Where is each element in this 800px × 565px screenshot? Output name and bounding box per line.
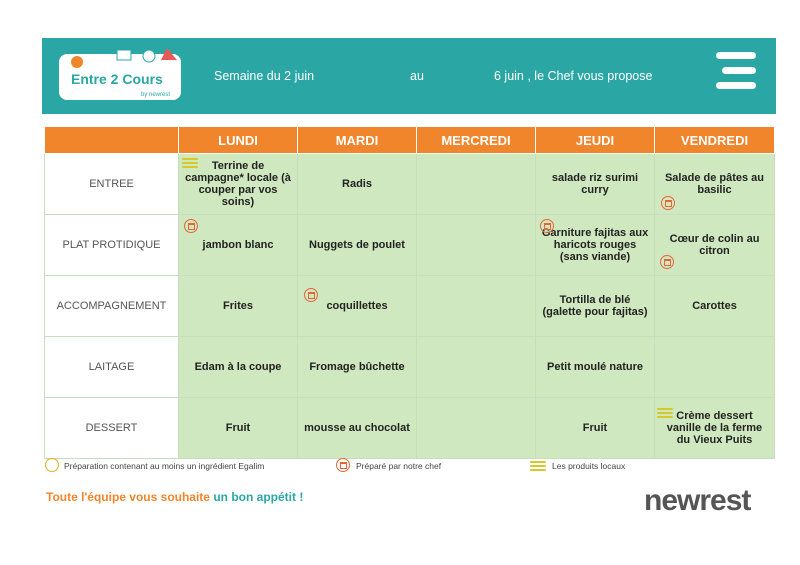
local-products-icon [530, 461, 546, 471]
dish-text: jambon blanc [202, 239, 274, 251]
dish-text: Garniture fajitas aux haricots rouges (sans viande) [541, 227, 649, 263]
dish-text: Terrine de campagne* locale (à couper par vos soins) [185, 160, 291, 208]
menu-cell [655, 398, 775, 459]
menu-cell: Frites [179, 276, 298, 337]
menu-cell [536, 215, 655, 276]
svg-text:by newrest: by newrest [141, 92, 171, 98]
menu-cell [298, 276, 417, 337]
menu-cell-empty [655, 337, 775, 398]
local-products-icon [657, 408, 673, 418]
day-header: LUNDI [179, 127, 298, 154]
legend-local: Les produits locaux [552, 461, 626, 471]
day-header: VENDREDI [655, 127, 775, 154]
dish-text: Salade de pâtes au basilic [664, 172, 765, 196]
week-au-text: au [410, 69, 424, 83]
row-label: LAITAGE [45, 337, 179, 398]
chef-icon [304, 288, 318, 302]
menu-cell: Tortilla de blé (galette pour fajitas) [536, 276, 655, 337]
newrest-logo: newrest [644, 484, 751, 517]
menu-cell-empty [417, 154, 536, 215]
week-end-text: 6 juin , le Chef vous propose [494, 69, 653, 83]
menu-cell: Carottes [655, 276, 775, 337]
menu-cell [179, 154, 298, 215]
menu-cell: salade riz surimi curry [536, 154, 655, 215]
dish-text: coquillettes [326, 300, 388, 312]
menu-lines-icon [716, 52, 760, 100]
menu-cell: Edam à la coupe [179, 337, 298, 398]
day-header: MERCREDI [417, 127, 536, 154]
menu-cell [655, 215, 775, 276]
corner-cell [45, 127, 179, 154]
menu-cell-empty [417, 215, 536, 276]
chef-icon [661, 196, 675, 210]
menu-cell: Radis [298, 154, 417, 215]
row-label: ENTREE [45, 154, 179, 215]
dish-text: Cœur de colin au citron [669, 233, 760, 257]
footer-text-orange: Toute l'équipe vous souhaite [46, 490, 210, 504]
chef-icon [540, 219, 554, 233]
chef-icon [336, 458, 350, 472]
menu-cell: mousse au chocolat [298, 398, 417, 459]
weekly-menu-table [44, 126, 775, 459]
menu-cell: Fruit [536, 398, 655, 459]
menu-cell [179, 215, 298, 276]
menu-row-dessert [45, 398, 775, 459]
chef-icon [660, 255, 674, 269]
day-header: MARDI [298, 127, 417, 154]
chef-icon [184, 219, 198, 233]
menu-cell: Nuggets de poulet [298, 215, 417, 276]
menu-cell-empty [417, 337, 536, 398]
menu-row-plat [45, 215, 775, 276]
menu-cell: Fromage bûchette [298, 337, 417, 398]
svg-text:Entre 2 Cours: Entre 2 Cours [71, 71, 163, 87]
week-start-text: Semaine du 2 juin [214, 69, 315, 83]
row-label: PLAT PROTIDIQUE [45, 215, 179, 276]
footer-message [46, 490, 303, 504]
day-header: JEUDI [536, 127, 655, 154]
menu-cell: Petit moulé nature [536, 337, 655, 398]
menu-cell [655, 154, 775, 215]
legend-chef: Préparé par notre chef [356, 461, 442, 471]
entre-2-cours-logo [57, 46, 207, 106]
row-label: ACCOMPAGNEMENT [45, 276, 179, 337]
row-label: DESSERT [45, 398, 179, 459]
day-header-row [45, 127, 775, 154]
header-banner [42, 38, 776, 114]
local-products-icon [182, 158, 198, 168]
menu-cell-empty [417, 276, 536, 337]
menu-cell-empty [417, 398, 536, 459]
menu-row-entree [45, 154, 775, 215]
dish-text: Crème dessert vanille de la ferme du Vieux Puits [666, 410, 763, 446]
menu-row-laitage [45, 337, 775, 398]
menu-cell: Fruit [179, 398, 298, 459]
egalim-icon [45, 458, 59, 472]
footer-text-teal: un bon appétit ! [213, 490, 304, 504]
legend-egalim: Préparation contenant au moins un ingrédient Egalim [64, 461, 265, 471]
menu-row-accompagnement [45, 276, 775, 337]
